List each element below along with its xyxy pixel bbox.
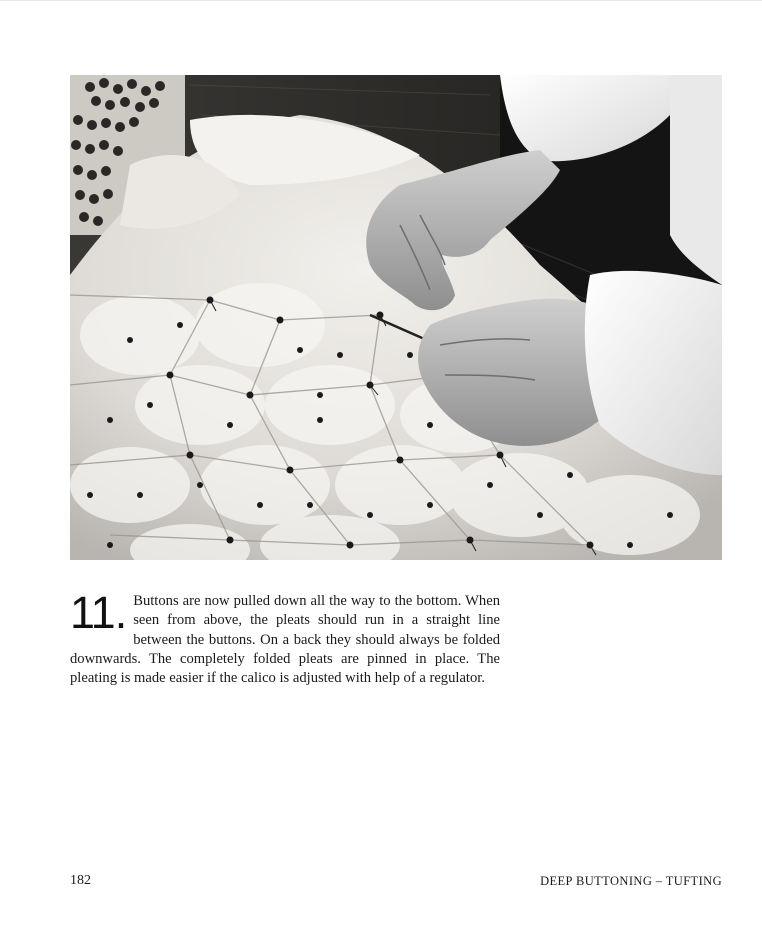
running-head: DEEP BUTTONING – TUFTING	[540, 874, 722, 888]
tufting-photograph	[70, 75, 722, 560]
page-number: 182	[70, 873, 91, 888]
photo-illustration	[70, 75, 722, 560]
step-11	[70, 587, 500, 688]
step-number: 11.	[70, 587, 127, 638]
top-border	[0, 0, 762, 1]
step-description: Buttons are now pulled down all the way to the bottom. When seen from above, the pleats should run in a straight line between the buttons. On a back they should always be folded downwards. The completely folded pleats are pinned in place. The pleating is made easier if the calico is adjusted with help of a regulator.	[70, 593, 500, 687]
